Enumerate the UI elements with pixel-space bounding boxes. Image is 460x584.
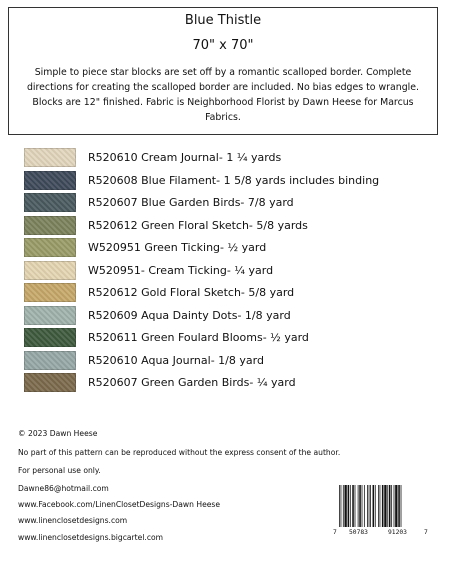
- barcode-bar: [355, 485, 356, 527]
- barcode: [333, 485, 429, 537]
- fabric-swatch: [24, 261, 76, 280]
- fabric-swatch: [24, 171, 76, 190]
- barcode-digits: [333, 529, 429, 539]
- fabric-swatch: [24, 216, 76, 235]
- barcode-bar: [375, 485, 376, 527]
- facebook-link: www.Facebook.com/LinenClosetDesigns-Dawn Heese: [18, 500, 221, 509]
- website-link: www.linenclosetdesigns.com: [18, 516, 128, 525]
- barcode-bar: [339, 485, 340, 527]
- barcode-right-digits: 91203: [388, 529, 407, 536]
- barcode-bar: [395, 485, 397, 527]
- barcode-bar: [350, 485, 351, 527]
- fabric-swatch: [24, 306, 76, 325]
- barcode-bar: [370, 485, 371, 527]
- barcode-bar: [348, 485, 350, 527]
- barcode-bar: [369, 485, 370, 527]
- barcode-bar: [380, 485, 381, 527]
- barcode-bar: [344, 485, 346, 527]
- fabric-label: W520951 Green Ticking- ½ yard: [88, 241, 267, 254]
- fabric-swatch: [24, 373, 76, 392]
- quilt-size: 70" x 70": [192, 38, 254, 53]
- barcode-left-digits: 50783: [349, 529, 368, 536]
- barcode-bars: [339, 485, 425, 527]
- barcode-bar: [382, 485, 384, 527]
- barcode-bar: [373, 485, 375, 527]
- barcode-bar: [387, 485, 388, 527]
- barcode-bar: [359, 485, 361, 527]
- barcode-bar: [384, 485, 386, 527]
- barcode-bar: [391, 485, 392, 527]
- fabric-label: R520607 Blue Garden Birds- 7/8 yard: [88, 196, 294, 209]
- pattern-description: Simple to piece star blocks are set off by a romantic scalloped border. Complete directions for creating the scalloped border are included. No bias edges to wrangle. Blocks are 12" finished. Fabric is Neighborhood Florist by Dawn Heese for Marcus Fabrics.: [26, 67, 420, 123]
- barcode-bar: [364, 485, 365, 527]
- barcode-check-digit: 7: [424, 529, 428, 536]
- barcode-bar: [362, 485, 363, 527]
- reproduction-notice: No part of this pattern can be reproduced without the express consent of the author.: [18, 448, 341, 457]
- fabric-swatch: [24, 148, 76, 167]
- shop-link: www.linenclosetdesigns.bigcartel.com: [18, 533, 164, 542]
- barcode-bar: [401, 485, 402, 527]
- fabric-label: W520951- Cream Ticking- ¼ yard: [88, 263, 274, 277]
- fabric-swatch: [24, 283, 76, 302]
- barcode-bar: [358, 485, 359, 527]
- barcode-bar: [352, 485, 354, 527]
- email-address: Dawne86@hotmail.com: [18, 484, 109, 493]
- fabric-swatch: [24, 193, 76, 212]
- barcode-bar: [367, 485, 368, 527]
- barcode-bar: [398, 485, 400, 527]
- copyright-text: © 2023 Dawn Heese: [18, 429, 98, 438]
- barcode-bar: [389, 485, 391, 527]
- fabric-swatch: [24, 351, 76, 370]
- fabric-swatch: [24, 238, 76, 257]
- barcode-bar: [343, 485, 344, 527]
- barcode-bar: [378, 485, 379, 527]
- fabric-label: R520608 Blue Filament- 1 5/8 yards includes binding: [88, 173, 380, 187]
- fabric-label: R520611 Green Foulard Blooms- ½ yard: [88, 331, 309, 344]
- pattern-title: Blue Thistle: [184, 13, 262, 28]
- fabric-label: R520609 Aqua Dainty Dots- 1/8 yard: [88, 308, 291, 322]
- barcode-bar: [341, 485, 342, 527]
- fabric-label: R520610 Cream Journal- 1 ¼ yards: [88, 151, 282, 164]
- fabric-label: R520612 Green Floral Sketch- 5/8 yards: [88, 218, 308, 232]
- fabric-label: R520612 Gold Floral Sketch- 5/8 yard: [88, 286, 295, 299]
- personal-use-note: For personal use only.: [18, 466, 101, 475]
- barcode-bar: [394, 485, 395, 527]
- pattern-description-box: [8, 7, 438, 135]
- fabric-swatch: [24, 328, 76, 347]
- barcode-lead-digit: 7: [333, 529, 337, 536]
- fabric-label: R520607 Green Garden Birds- ¼ yard: [88, 376, 296, 389]
- fabric-label: R520610 Aqua Journal- 1/8 yard: [88, 353, 264, 367]
